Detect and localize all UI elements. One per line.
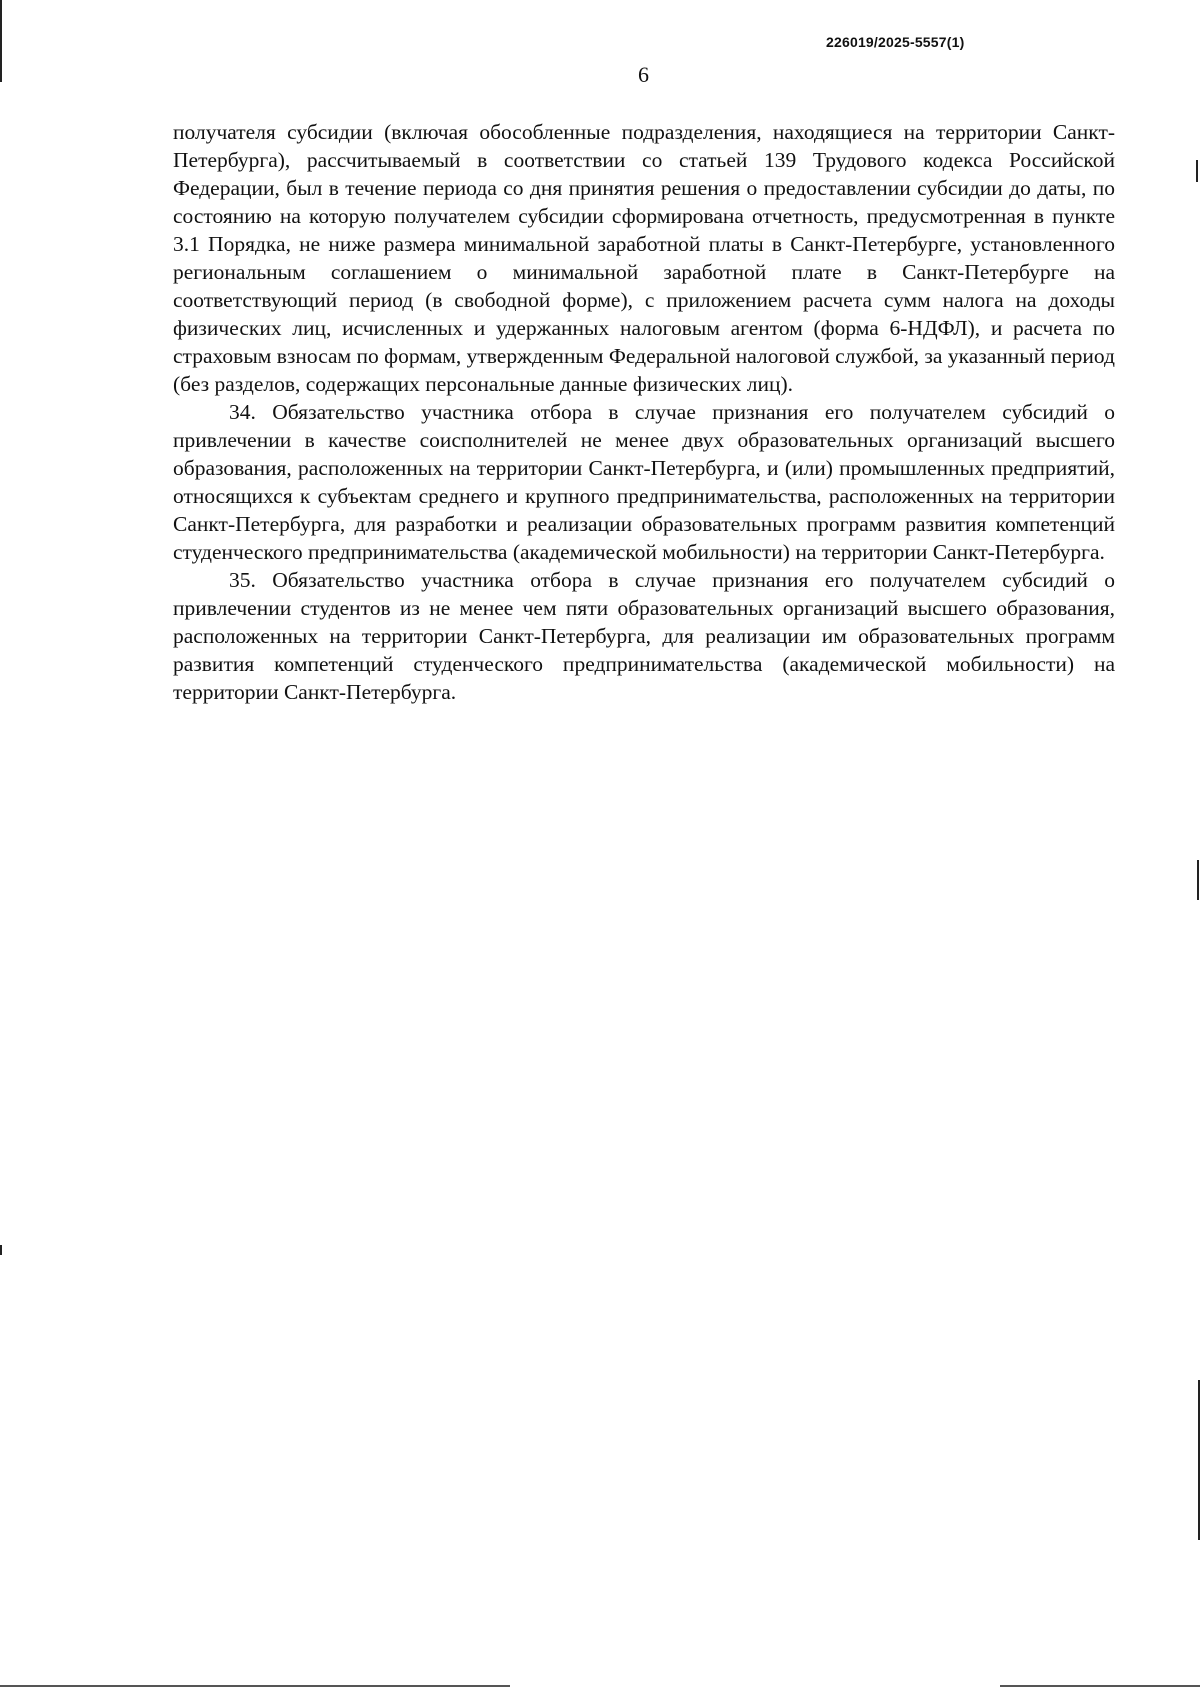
paragraph-35: 35. Обязательство участника отбора в случае признания его получателем субсидий о привлечении студентов из не менее чем пяти образовательных организаций высшего образования, расположенных на территории Санкт-Петербурга, для реализации им образовательных программ развития компетенций студенческого предпринимательства (академической мобильности) на территории Санкт-Петербурга. (173, 568, 1115, 704)
scan-bottom-rule-right (1000, 1685, 1200, 1687)
scan-edge-mark-left-bottom (0, 1245, 2, 1255)
paragraph-continued: получателя субсидии (включая обособленные подразделения, находящиеся на территории Санкт-Петербурга), рассчитываемый в соответствии со статьей 139 Трудового кодекса Российской Федерации, был в течение периода со дня принятия решения о предоставлении субсидии до даты, по состоянию на которую получателем субсидии сформирована отчетность, предусмотренная в пункте 3.1 Порядка, не ниже размера минимальной заработной платы в Санкт-Петербурге, установленного региональным соглашением о минимальной заработной плате в Санкт-Петербурге на соответствующий период (в свободной форме), с приложением расчета сумм налога на доходы физических лиц, исчисленных и удержанных налоговым агентом (форма 6-НДФЛ), и расчета по страховым взносам по формам, утвержденным Федеральной налоговой службой, за указанный период (без разделов, содержащих персональные данные физических лиц). (173, 120, 1115, 396)
scan-edge-mark-left-top (0, 0, 2, 82)
scan-edge-mark-right-1 (1196, 160, 1198, 182)
paragraph-34: 34. Обязательство участника отбора в случае признания его получателем субсидий о привлечении в качестве соисполнителей не менее двух образовательных организаций высшего образования, расположенных на территории Санкт-Петербурга, и (или) промышленных предприятий, относящихся к субъектам среднего и крупного предпринимательства, расположенных на территории Санкт-Петербурга, для разработки и реализации образовательных программ развития компетенций студенческого предпринимательства (академической мобильности) на территории Санкт-Петербурга. (173, 400, 1115, 564)
page-number: 6 (638, 62, 649, 87)
scan-bottom-rule-left (0, 1685, 510, 1687)
scan-edge-mark-right-2 (1197, 860, 1199, 900)
document-registration-number: 226019/2025-5557(1) (826, 34, 965, 50)
document-body (173, 118, 1115, 706)
